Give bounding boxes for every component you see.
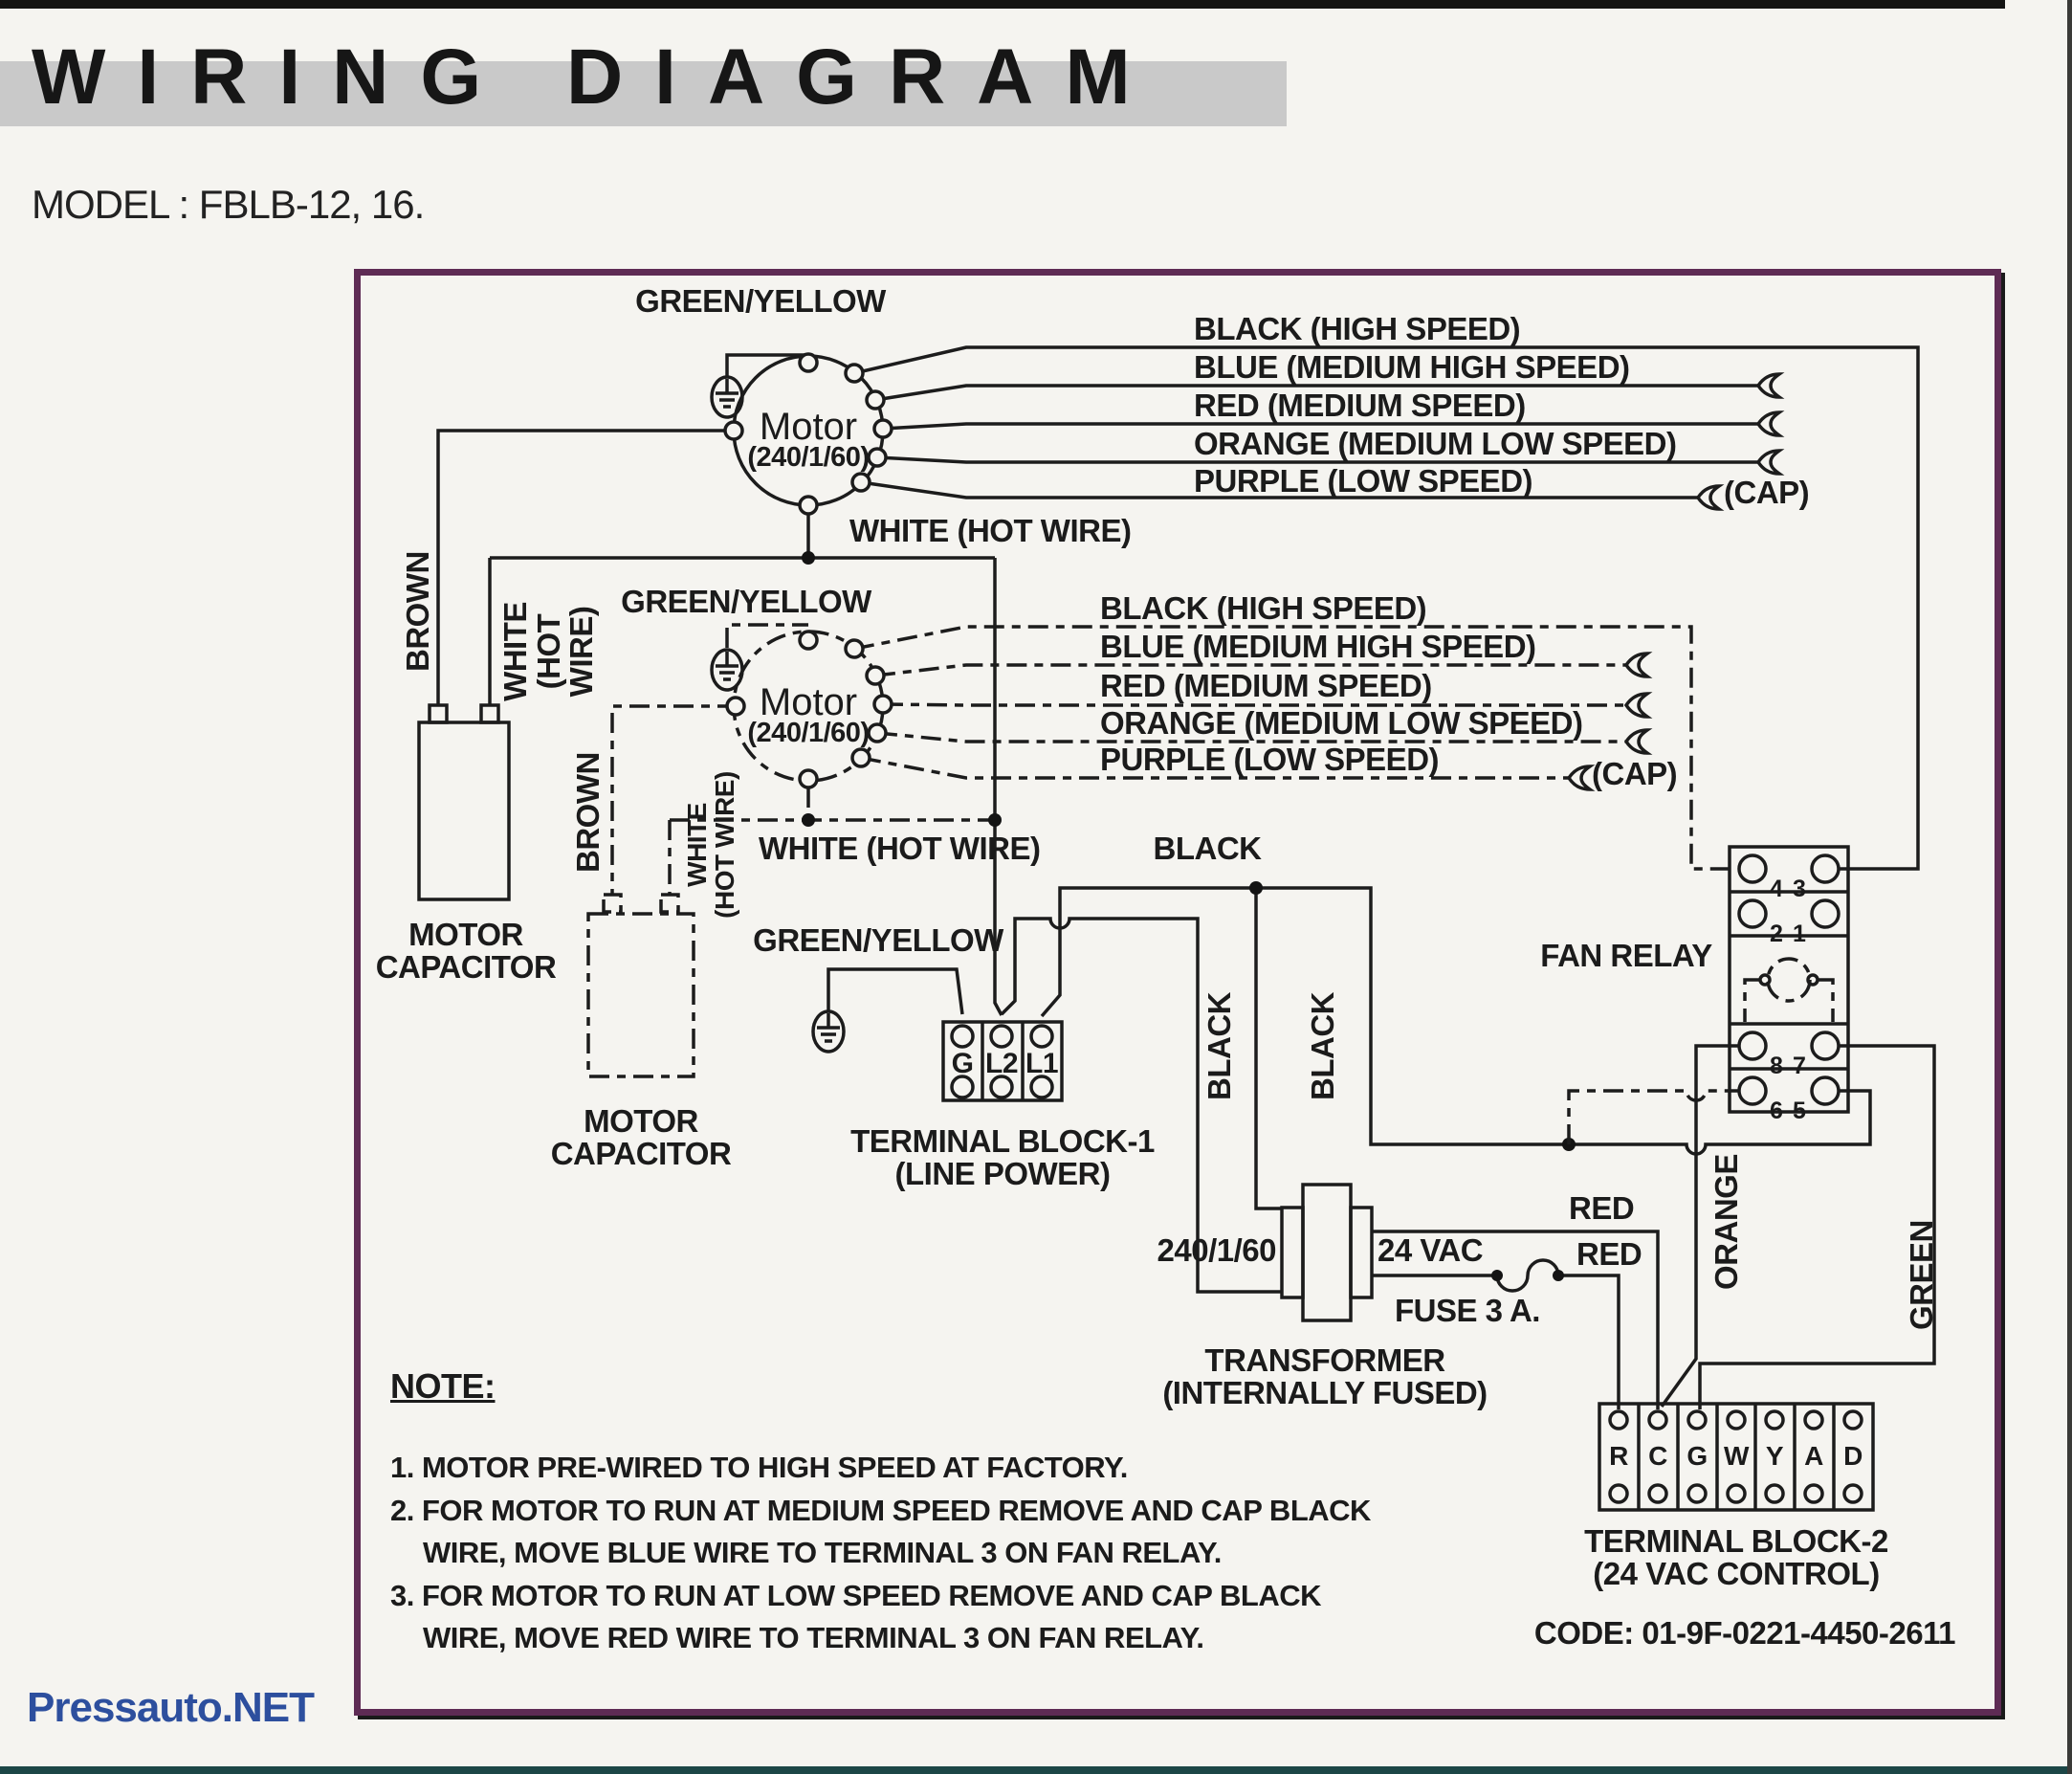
ground-icon-motor1 bbox=[712, 377, 742, 417]
cap-icon bbox=[1569, 766, 1590, 789]
motor2-ground-wire-label: GREEN/YELLOW bbox=[621, 584, 871, 619]
black-feed-wire-label: BLACK bbox=[1153, 831, 1262, 866]
motor2-hot-wire-label: WHITE (HOT WIRE) bbox=[759, 831, 1041, 866]
tb1-terminal-g: G bbox=[951, 1048, 974, 1079]
tb2-terminal-d: D bbox=[1843, 1441, 1863, 1471]
relay-terminal-5: 5 bbox=[1793, 1098, 1806, 1124]
relay-coil-icon bbox=[1768, 959, 1810, 1001]
motor2-cap-note: (CAP) bbox=[1592, 756, 1678, 791]
bottom-teal-strip bbox=[0, 1766, 2072, 1774]
tb1-terminal-l1: L1 bbox=[1025, 1048, 1059, 1079]
transformer-primary-label: 240/1/60 bbox=[1157, 1232, 1276, 1268]
note-line-1: 1. MOTOR PRE-WIRED TO HIGH SPEED AT FACTORY. bbox=[390, 1451, 1128, 1484]
tb1-title: TERMINAL BLOCK-1 bbox=[850, 1123, 1155, 1159]
tb1-subtitle: (LINE POWER) bbox=[894, 1156, 1111, 1191]
tb2-terminal-g: G bbox=[1686, 1441, 1708, 1471]
motor1-wire-orange: ORANGE (MEDIUM LOW SPEED) bbox=[1194, 426, 1677, 461]
cap-icon bbox=[1758, 412, 1779, 435]
relay-terminal-7: 7 bbox=[1793, 1053, 1806, 1079]
watermark: Pressauto.NET bbox=[27, 1684, 314, 1731]
capacitor2-white-wire-label: WHITE (HOT WIRE) bbox=[682, 771, 740, 919]
red-wire-top-label: RED bbox=[1569, 1190, 1635, 1226]
note-heading: NOTE: bbox=[390, 1366, 496, 1406]
motor2-wire-red: RED (MEDIUM SPEED) bbox=[1100, 668, 1432, 703]
black-vertical-wire1-label: BLACK bbox=[1201, 992, 1237, 1100]
motor1-wire-red: RED (MEDIUM SPEED) bbox=[1194, 388, 1526, 423]
right-edge-strip bbox=[2067, 0, 2072, 1774]
transformer-title-line1: TRANSFORMER bbox=[1204, 1342, 1445, 1378]
note-line-4: 3. FOR MOTOR TO RUN AT LOW SPEED REMOVE AND CAP BLACK bbox=[390, 1579, 1322, 1612]
tb2-terminal-c: C bbox=[1648, 1441, 1667, 1471]
capacitor1-white-wire-label: WHITE (HOT WIRE) bbox=[497, 602, 600, 701]
relay-terminal-3: 3 bbox=[1793, 876, 1806, 902]
fan-relay-label: FAN RELAY bbox=[1540, 938, 1712, 973]
motor1-name: Motor bbox=[759, 406, 858, 448]
motor1-spec: (240/1/60) bbox=[747, 442, 870, 473]
relay-terminal-1: 1 bbox=[1793, 920, 1806, 947]
black-vertical-wire2-label: BLACK bbox=[1305, 992, 1340, 1100]
cap-icon bbox=[1626, 694, 1647, 717]
tb2-terminal-y: Y bbox=[1765, 1441, 1784, 1471]
note-line-2: 2. FOR MOTOR TO RUN AT MEDIUM SPEED REMOVE AND CAP BLACK bbox=[390, 1494, 1371, 1527]
transformer-title-line2: (INTERNALLY FUSED) bbox=[1162, 1375, 1488, 1410]
tb2-subtitle: (24 VAC CONTROL) bbox=[1593, 1556, 1880, 1591]
cap-icon bbox=[1758, 374, 1779, 397]
relay-terminal-6: 6 bbox=[1770, 1098, 1783, 1124]
fuse-icon bbox=[1497, 1260, 1558, 1291]
model-number: MODEL : FBLB-12, 16. bbox=[32, 182, 425, 227]
note-line-3: WIRE, MOVE BLUE WIRE TO TERMINAL 3 ON FAN RELAY. bbox=[423, 1536, 1222, 1569]
tb2-terminal-w: W bbox=[1724, 1441, 1749, 1471]
red-wire-bottom-label: RED bbox=[1576, 1236, 1642, 1272]
capacitor2-title-line2: CAPACITOR bbox=[550, 1136, 732, 1171]
motor-capacitor-2 bbox=[588, 895, 694, 1076]
fan-relay bbox=[1569, 847, 1848, 1144]
cap-icon bbox=[1758, 451, 1779, 474]
motor1-wire-black: BLACK (HIGH SPEED) bbox=[1194, 311, 1521, 346]
green-wire-label: GREEN bbox=[1904, 1220, 1939, 1330]
motor2-spec: (240/1/60) bbox=[747, 718, 870, 748]
page-title: WIRING DIAGRAM bbox=[32, 33, 1162, 121]
relay-terminal-2: 2 bbox=[1770, 920, 1783, 947]
fuse-label: FUSE 3 A. bbox=[1395, 1293, 1540, 1328]
cap-icon bbox=[1698, 486, 1719, 509]
tb2-terminal-r: R bbox=[1609, 1441, 1628, 1471]
capacitor2-title-line1: MOTOR bbox=[584, 1103, 698, 1139]
tb1-ground-wire-label: GREEN/YELLOW bbox=[753, 922, 1003, 958]
orange-wire-label: ORANGE bbox=[1708, 1154, 1744, 1290]
capacitor1-title-line2: CAPACITOR bbox=[375, 949, 557, 985]
motor2-wire-blue: BLUE (MEDIUM HIGH SPEED) bbox=[1100, 629, 1536, 664]
relay-terminal-4: 4 bbox=[1770, 876, 1783, 902]
tb1-terminal-l2: L2 bbox=[984, 1048, 1019, 1079]
motor2-wire-black: BLACK (HIGH SPEED) bbox=[1100, 590, 1427, 626]
transformer-secondary-label: 24 VAC bbox=[1378, 1232, 1484, 1268]
motor2-wire-purple: PURPLE (LOW SPEED) bbox=[1100, 742, 1440, 777]
note-line-5: WIRE, MOVE RED WIRE TO TERMINAL 3 ON FAN RELAY. bbox=[423, 1621, 1204, 1654]
motor1-cap-note: (CAP) bbox=[1724, 475, 1810, 510]
relay-terminal-8: 8 bbox=[1770, 1053, 1783, 1079]
motor1-ground-wire-label: GREEN/YELLOW bbox=[635, 283, 886, 319]
motor2-name: Motor bbox=[759, 681, 858, 723]
capacitor2-brown-wire-label: BROWN bbox=[570, 752, 606, 873]
ground-icon-motor2 bbox=[712, 650, 742, 690]
capacitor1-title-line1: MOTOR bbox=[408, 917, 523, 952]
ground-icon-tb1 bbox=[813, 1011, 844, 1052]
motor1-wire-blue: BLUE (MEDIUM HIGH SPEED) bbox=[1194, 349, 1630, 385]
code-label: CODE: 01-9F-0221-4450-2611 bbox=[1533, 1615, 1955, 1651]
motor1-wire-purple: PURPLE (LOW SPEED) bbox=[1194, 463, 1533, 499]
tb2-title: TERMINAL BLOCK-2 bbox=[1584, 1523, 1888, 1559]
cap-icon bbox=[1626, 730, 1647, 753]
cap-icon bbox=[1626, 654, 1647, 676]
motor2-wire-orange: ORANGE (MEDIUM LOW SPEED) bbox=[1100, 705, 1583, 741]
capacitor1-brown-wire-label: BROWN bbox=[400, 551, 435, 672]
motor1-hot-wire-label: WHITE (HOT WIRE) bbox=[849, 513, 1132, 548]
tb2-terminal-a: A bbox=[1804, 1441, 1823, 1471]
motor-capacitor-1 bbox=[419, 705, 509, 899]
terminal-block-1 bbox=[813, 969, 1062, 1100]
